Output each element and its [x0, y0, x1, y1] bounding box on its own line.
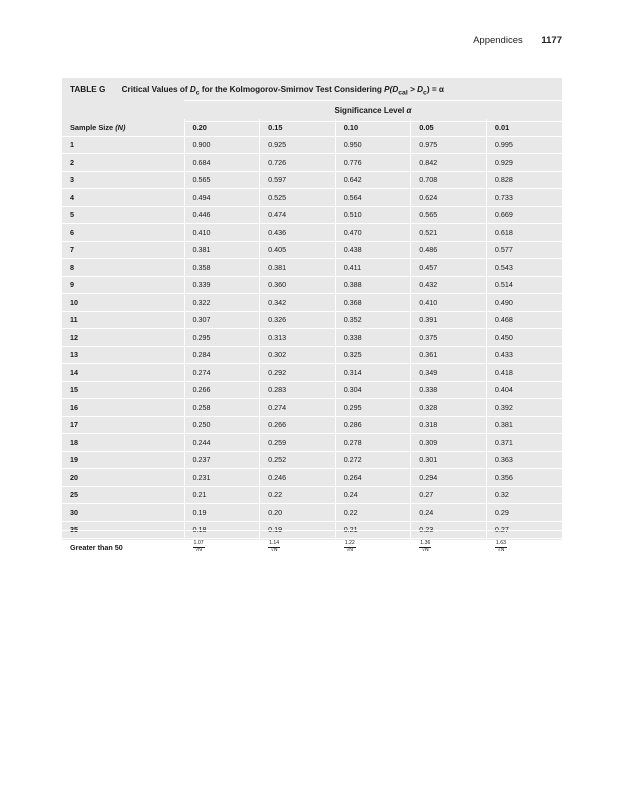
critical-value-cell: 0.470 — [335, 224, 411, 242]
table-row — [62, 469, 562, 487]
sample-size-cell: 11 — [62, 311, 184, 329]
alpha-header: 0.10 — [335, 119, 411, 136]
sample-size-cell: Greater than 50 — [62, 539, 184, 557]
fraction-denominator: √N — [195, 547, 202, 553]
sample-size-cell: 15 — [62, 381, 184, 399]
critical-value-cell: 0.338 — [411, 381, 487, 399]
critical-value-cell: 0.22 — [335, 504, 411, 522]
caption-expression-subscript: cal — [398, 89, 408, 97]
critical-value-formula-cell — [411, 539, 487, 557]
critical-value-cell: 0.597 — [260, 171, 336, 189]
critical-value-cell: 0.486 — [411, 241, 487, 259]
critical-value-cell: 0.286 — [335, 416, 411, 434]
critical-value-cell: 0.301 — [411, 451, 487, 469]
page-number: 1177 — [541, 35, 562, 46]
critical-value-cell: 0.375 — [411, 329, 487, 347]
critical-value-formula-cell — [486, 539, 562, 557]
critical-value-cell: 0.995 — [486, 136, 562, 154]
table-row — [62, 434, 562, 452]
critical-value-cell: 0.356 — [486, 469, 562, 487]
critical-value-cell: 0.21 — [184, 486, 260, 504]
sample-size-cell: 13 — [62, 346, 184, 364]
fraction-numerator: 1.22 — [344, 540, 355, 547]
critical-value-cell: 0.929 — [486, 154, 562, 172]
critical-value-cell: 0.446 — [184, 206, 260, 224]
critical-value-cell: 0.21 — [335, 521, 411, 539]
table-row — [62, 486, 562, 504]
critical-value-cell: 0.410 — [411, 294, 487, 312]
critical-value-formula-cell — [260, 539, 336, 557]
critical-value-cell: 0.23 — [411, 521, 487, 539]
critical-value-cell: 0.521 — [411, 224, 487, 242]
fraction-numerator: 1.36 — [420, 540, 431, 547]
sample-size-cell: 3 — [62, 171, 184, 189]
table-g — [62, 78, 562, 553]
critical-value-cell: 0.411 — [335, 259, 411, 277]
fraction — [344, 541, 356, 553]
critical-value-cell: 0.274 — [260, 399, 336, 417]
critical-value-cell: 0.32 — [486, 486, 562, 504]
alpha-header: 0.20 — [184, 119, 260, 136]
critical-value-cell: 0.339 — [184, 276, 260, 294]
table-row — [62, 276, 562, 294]
critical-value-cell: 0.388 — [335, 276, 411, 294]
alpha-header: 0.15 — [260, 119, 336, 136]
critical-value-cell: 0.259 — [260, 434, 336, 452]
critical-value-cell: 0.325 — [335, 346, 411, 364]
critical-value-cell: 0.577 — [486, 241, 562, 259]
critical-value-cell: 0.642 — [335, 171, 411, 189]
sample-size-cell: 9 — [62, 276, 184, 294]
critical-value-cell: 0.457 — [411, 259, 487, 277]
critical-value-cell: 0.274 — [184, 364, 260, 382]
table-row — [62, 154, 562, 172]
caption-expression-subscript-2: c — [423, 89, 427, 97]
caption-expression-end: ) = α — [426, 85, 444, 94]
critical-value-cell: 0.494 — [184, 189, 260, 207]
critical-value-cell: 0.313 — [260, 329, 336, 347]
critical-value-cell: 0.368 — [335, 294, 411, 312]
table-row — [62, 346, 562, 364]
critical-value-cell: 0.326 — [260, 311, 336, 329]
critical-value-cell: 0.29 — [486, 504, 562, 522]
table-row — [62, 259, 562, 277]
critical-value-cell: 0.828 — [486, 171, 562, 189]
fraction — [419, 541, 431, 553]
critical-value-cell: 0.250 — [184, 416, 260, 434]
critical-value-cell: 0.405 — [260, 241, 336, 259]
critical-value-cell: 0.669 — [486, 206, 562, 224]
critical-value-cell: 0.490 — [486, 294, 562, 312]
critical-value-cell: 0.543 — [486, 259, 562, 277]
critical-value-cell: 0.842 — [411, 154, 487, 172]
critical-value-cell: 0.24 — [335, 486, 411, 504]
critical-value-cell: 0.360 — [260, 276, 336, 294]
caption-prefix: Critical Values of — [121, 85, 190, 94]
table-row — [62, 451, 562, 469]
critical-value-cell: 0.391 — [411, 311, 487, 329]
critical-value-cell: 0.950 — [335, 136, 411, 154]
critical-value-cell: 0.237 — [184, 451, 260, 469]
caption-symbol: D — [189, 85, 196, 94]
critical-value-cell: 0.304 — [335, 381, 411, 399]
sample-size-cell: 14 — [62, 364, 184, 382]
table-row — [62, 504, 562, 522]
critical-value-cell: 0.564 — [335, 189, 411, 207]
critical-value-cell: 0.349 — [411, 364, 487, 382]
critical-value-cell: 0.433 — [486, 346, 562, 364]
critical-value-cell: 0.708 — [411, 171, 487, 189]
caption-expression: P(D — [384, 85, 399, 94]
table-row — [62, 329, 562, 347]
critical-value-cell: 0.266 — [184, 381, 260, 399]
fraction-denominator: √N — [422, 547, 429, 553]
table-row — [62, 416, 562, 434]
fraction-numerator: 1.14 — [269, 540, 280, 547]
sample-size-cell: 12 — [62, 329, 184, 347]
sample-size-cell: 19 — [62, 451, 184, 469]
table-bottom-rule — [62, 530, 562, 541]
critical-value-cell: 0.624 — [411, 189, 487, 207]
critical-value-cell: 0.314 — [335, 364, 411, 382]
critical-value-cell: 0.328 — [411, 399, 487, 417]
alpha-header: 0.05 — [411, 119, 487, 136]
sample-size-cell: 1 — [62, 136, 184, 154]
caption-expression-rest: > D — [407, 85, 423, 94]
fraction — [193, 541, 205, 553]
table-row — [62, 136, 562, 154]
sample-size-var: (N) — [115, 122, 126, 132]
sample-size-cell: 35 — [62, 521, 184, 539]
sample-size-cell: 6 — [62, 224, 184, 242]
critical-value-cell: 0.514 — [486, 276, 562, 294]
significance-label: Significance Level — [334, 106, 407, 115]
table-row — [62, 224, 562, 242]
table-row — [62, 206, 562, 224]
sample-size-cell: 20 — [62, 469, 184, 487]
sample-size-cell: 10 — [62, 294, 184, 312]
critical-value-cell: 0.381 — [486, 416, 562, 434]
critical-value-cell: 0.283 — [260, 381, 336, 399]
table-row — [62, 189, 562, 207]
critical-value-cell: 0.510 — [335, 206, 411, 224]
critical-value-cell: 0.266 — [260, 416, 336, 434]
table-row — [62, 241, 562, 259]
critical-value-cell: 0.284 — [184, 346, 260, 364]
critical-value-cell: 0.371 — [486, 434, 562, 452]
critical-value-cell: 0.410 — [184, 224, 260, 242]
fraction — [495, 541, 507, 553]
critical-value-cell: 0.338 — [335, 329, 411, 347]
fraction-denominator: √N — [497, 547, 505, 553]
table-row — [62, 364, 562, 382]
fraction-denominator: √N — [270, 547, 278, 553]
fraction — [268, 541, 280, 553]
section-title: Appendices — [473, 35, 523, 46]
critical-value-cell: 0.925 — [260, 136, 336, 154]
critical-value-cell: 0.258 — [184, 399, 260, 417]
critical-value-cell: 0.22 — [260, 486, 336, 504]
header-row — [62, 119, 562, 136]
critical-value-cell: 0.322 — [184, 294, 260, 312]
critical-value-cell: 0.246 — [260, 469, 336, 487]
critical-value-cell: 0.294 — [411, 469, 487, 487]
fraction-numerator: 1.07 — [193, 540, 204, 547]
critical-value-cell: 0.975 — [411, 136, 487, 154]
alpha-header: 0.01 — [486, 119, 562, 136]
critical-value-cell: 0.733 — [486, 189, 562, 207]
critical-value-cell: 0.295 — [184, 329, 260, 347]
critical-value-cell: 0.27 — [411, 486, 487, 504]
critical-value-cell: 0.432 — [411, 276, 487, 294]
critical-value-cell: 0.19 — [260, 521, 336, 539]
table-row — [62, 311, 562, 329]
critical-value-cell: 0.264 — [335, 469, 411, 487]
critical-value-cell: 0.318 — [411, 416, 487, 434]
critical-value-cell: 0.20 — [260, 504, 336, 522]
critical-value-cell: 0.468 — [486, 311, 562, 329]
critical-value-cell: 0.302 — [260, 346, 336, 364]
critical-value-cell: 0.352 — [335, 311, 411, 329]
critical-value-cell: 0.900 — [184, 136, 260, 154]
sample-size-cell: 17 — [62, 416, 184, 434]
critical-value-cell: 0.27 — [486, 521, 562, 539]
sample-size-cell: 8 — [62, 259, 184, 277]
table-label: TABLE G — [70, 85, 106, 94]
critical-value-cell: 0.244 — [184, 434, 260, 452]
critical-value-cell: 0.438 — [335, 241, 411, 259]
critical-value-cell: 0.474 — [260, 206, 336, 224]
table-row — [62, 171, 562, 189]
table-caption — [70, 85, 444, 97]
sample-size-cell: 25 — [62, 486, 184, 504]
caption-middle: for the Kolmogorov-Smirnov Test Considering — [199, 85, 385, 94]
table-body — [62, 136, 562, 556]
critical-value-cell: 0.404 — [486, 381, 562, 399]
critical-value-cell: 0.358 — [184, 259, 260, 277]
critical-values-table — [62, 119, 562, 557]
critical-value-cell: 0.392 — [486, 399, 562, 417]
critical-value-cell: 0.381 — [260, 259, 336, 277]
critical-value-cell: 0.19 — [184, 504, 260, 522]
sample-size-cell: 4 — [62, 189, 184, 207]
critical-value-cell: 0.726 — [260, 154, 336, 172]
critical-value-cell: 0.18 — [184, 521, 260, 539]
critical-value-formula-cell — [184, 539, 260, 557]
critical-value-cell: 0.618 — [486, 224, 562, 242]
critical-value-cell: 0.24 — [411, 504, 487, 522]
critical-value-cell: 0.292 — [260, 364, 336, 382]
running-head — [473, 35, 562, 46]
critical-value-cell: 0.776 — [335, 154, 411, 172]
critical-value-cell: 0.418 — [486, 364, 562, 382]
sample-size-label: Sample Size — [70, 122, 116, 132]
sample-size-cell: 7 — [62, 241, 184, 259]
critical-value-cell: 0.295 — [335, 399, 411, 417]
critical-value-cell: 0.565 — [184, 171, 260, 189]
table-row-greater-than-50 — [62, 539, 562, 557]
sample-size-cell: 16 — [62, 399, 184, 417]
table-row — [62, 294, 562, 312]
sample-size-cell: 2 — [62, 154, 184, 172]
alpha-symbol: α — [406, 106, 412, 115]
sample-size-cell: 30 — [62, 504, 184, 522]
critical-value-cell: 0.342 — [260, 294, 336, 312]
critical-value-cell: 0.307 — [184, 311, 260, 329]
critical-value-cell: 0.361 — [411, 346, 487, 364]
table-row — [62, 399, 562, 417]
critical-value-cell: 0.565 — [411, 206, 487, 224]
critical-value-cell: 0.252 — [260, 451, 336, 469]
table-row — [62, 381, 562, 399]
caption-subscript: c — [195, 89, 200, 97]
critical-value-cell: 0.525 — [260, 189, 336, 207]
critical-value-formula-cell — [335, 539, 411, 557]
critical-value-cell: 0.684 — [184, 154, 260, 172]
critical-value-cell: 0.381 — [184, 241, 260, 259]
sample-size-header — [62, 119, 184, 136]
critical-value-cell: 0.436 — [260, 224, 336, 242]
sample-size-cell: 5 — [62, 206, 184, 224]
critical-value-cell: 0.309 — [411, 434, 487, 452]
critical-value-cell: 0.278 — [335, 434, 411, 452]
critical-value-cell: 0.363 — [486, 451, 562, 469]
critical-value-cell: 0.231 — [184, 469, 260, 487]
fraction-denominator: √N — [346, 547, 354, 553]
fraction-numerator: 1.63 — [495, 540, 506, 547]
sample-size-cell: 18 — [62, 434, 184, 452]
critical-value-cell: 0.272 — [335, 451, 411, 469]
critical-value-cell: 0.450 — [486, 329, 562, 347]
